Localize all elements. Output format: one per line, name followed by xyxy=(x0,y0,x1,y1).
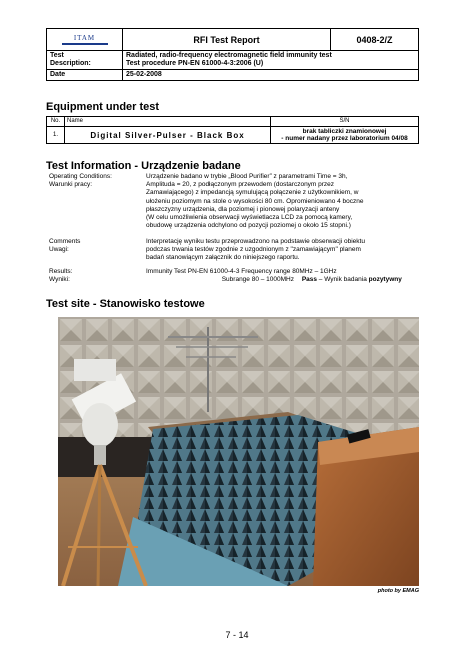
test-site-heading: Test site - Stanowisko testowe xyxy=(46,298,205,310)
row-no: 1. xyxy=(47,127,65,144)
results-pass: Pass xyxy=(301,276,317,284)
table-row xyxy=(47,127,419,144)
test-site-photo xyxy=(58,317,419,586)
col-sn-header: S/N xyxy=(271,117,419,127)
date-label: Date xyxy=(47,70,123,81)
results-text: Immunity Test PN-EN 61000-4-3 Frequency range 80MHz – 1GHz Subrange 80 – 1000MHz Pass – Wynik badania pozytywny xyxy=(146,268,402,284)
date-value: 25-02-2008 xyxy=(123,70,419,81)
conditions-label: Operating Conditions: Warunki pracy: xyxy=(49,173,112,189)
comments-label: Comments Uwagi: xyxy=(49,238,81,254)
equipment-heading: Equipment under test xyxy=(46,101,160,113)
test-description-value: Radiated, radio-frequency electromagnetic field immunity test Test procedure PN-EN 61000-4-3:2006 (U) xyxy=(123,51,419,70)
serial-number: brak tabliczki znamionowej - numer nadany przez laboratorium 04/08 xyxy=(271,127,419,144)
comments-text: Interpretację wyniku testu przeprowadzono na podstawie obserwacji obiektu podczas trwania testów zgodnie z uzgodnionym z "zamawiającym" planem badań stanowiącym załącznik do niniejszego raportu. xyxy=(146,238,365,262)
col-no-header: No. xyxy=(47,117,65,127)
results-subrange: Subrange 80 – 1000MHz xyxy=(221,276,294,284)
test-description-label: Test Description: xyxy=(47,51,123,70)
equipment-table xyxy=(46,116,419,144)
itam-logo xyxy=(47,29,123,51)
results-pass-rest: – Wynik badania xyxy=(317,276,369,284)
photo-credit: photo by EMAG xyxy=(377,588,419,594)
report-number: 0408-2/Z xyxy=(331,29,419,51)
device-name: Digital Silver-Pulser - Black Box xyxy=(65,127,271,144)
logo-text: ITAM xyxy=(73,34,96,42)
conditions-text: Urządzenie badano w trybie „Blood Purifier” z parametrami Time = 3h, Amplituda = 20, z podłączonym przewodem (dostarczonym przez Zamawiającego) z impedancją symulującą połączenie z użytkownikiem, w ułożeniu poziomym na stole o wysokości 80 cm. Opromieniowano 4 boczne płaszczyzny urządzenia, dla poziomej i pionowej polaryzacji anteny (W celu umożliwienia obserwacji wyświetlacza LCD za pomocą kamery, obudowę urządzenia odchylono od pozycji poziomej o około 15 stopni.) xyxy=(146,173,364,230)
col-name-header: Name xyxy=(65,117,271,127)
report-title: RFI Test Report xyxy=(123,29,331,51)
page-number: 7 - 14 xyxy=(225,630,249,640)
results-label: Results: Wyniki: xyxy=(49,268,73,284)
results-positive: pozytywny xyxy=(368,276,402,284)
test-info-heading: Test Information - Urządzenie badane xyxy=(46,160,241,172)
logo-underline xyxy=(62,43,108,45)
report-header-table xyxy=(46,28,419,81)
